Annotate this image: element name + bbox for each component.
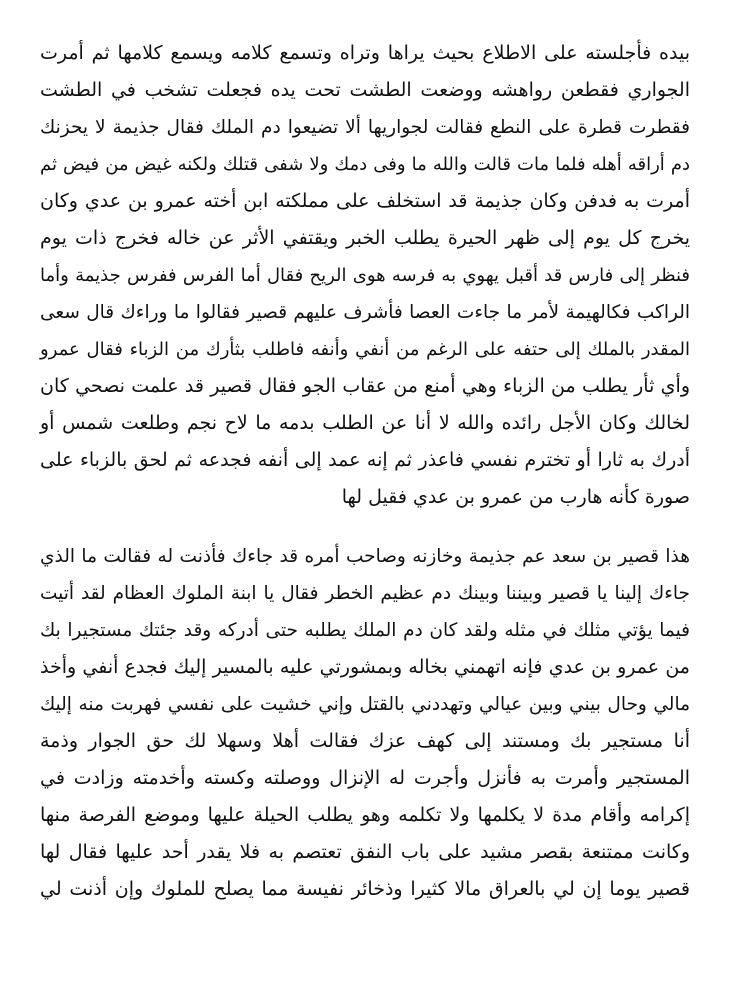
- text-line: لخالك وكان الأجل رائده والله لا أنا عن الطلب بدمه ما لاح نجم وطلعت شمس أو: [40, 412, 690, 434]
- paragraph-gap: [40, 516, 690, 538]
- text-line: يخرج كل يوم إلى ظهر الحيرة يطلب الخبر ويقتفي الأثر عن خاله فخرج ذات يوم: [40, 227, 690, 249]
- text-line: أدرك به ثارا أو تخترم نفسي فاعذر ثم إنه عمد إلى أنفه فجدعه ثم لحق بالزباء على: [40, 449, 690, 471]
- text-line: فنظر إلى فارس قد أقبل يهوي به فرسه هوى الريح فقال أما الفرس ففرس جذيمة وأما: [40, 265, 690, 286]
- text-line: من عمرو بن عدي فإنه اتهمني بخاله وبمشورتي عليه بالمسير إليك فجدع أنفي وأخذ: [40, 656, 690, 678]
- text-line: أمرت به فدفن وكان جذيمة قد استخلف على مملكته ابن أخته عمرو بن عدي وكان: [40, 190, 690, 212]
- text-line: دم أراقه أهله فلما مات قالت والله ما وفى دمك ولا شفى قتلك ولكنه غيض من فيض ثم: [40, 154, 690, 175]
- text-line: جاءك إلينا يا قصير وبيننا وبينك دم عظيم الخطر فقال يا ابنة الملوك العظام لقد أتيت: [40, 583, 690, 604]
- text-line: الجواري فقطعن رواهشه ووضعت الطشت تحت يده فجعلت تشخب في الطشت: [40, 79, 690, 101]
- paragraph-1: [40, 35, 690, 516]
- text-line: فيما يؤتي مثلك في مثله ولقد كان دم الملك يطلبه حتى أدركه وقد جئتك مستجيرا بك: [40, 620, 690, 641]
- text-line: هذا قصير بن سعد عم جذيمة وخازنه وصاحب أمره قد جاءك فأذنت له فقالت ما الذي: [40, 546, 690, 567]
- document-page: [40, 35, 690, 908]
- text-line: مالي وحال بيني وبين عيالي وتهددني بالقتل وإني خشيت على نفسي فهربت منه إليك: [40, 694, 690, 715]
- text-line: فقطرت قطرة على النطع فقالت لجواريها ألا تضيعوا دم الملك فقال جذيمة لا يحزنك: [40, 117, 690, 138]
- text-line: أنا مستجير بك ومستند إلى كهف عزك فقالت أهلا وسهلا لك حق الجوار وذمة: [40, 730, 690, 752]
- text-line: قصير يوما إن لي بالعراق مالا كثيرا وذخائر نفيسة مما يصلح للملوك وإن أذنت لي: [40, 878, 690, 900]
- text-line: المستجير وأمرت به فأنزل وأجرت له الإنزال ووصلته وكسته وأخدمته وزادت في: [40, 767, 690, 789]
- text-line: وكانت ممتنعة بقصر مشيد على باب النفق تعتصم به فلا يقدر أحد عليها فقال لها: [40, 841, 690, 863]
- text-line: إكرامه وأقام مدة لا يكلمها ولا تكلمه وهو يطلب الحيلة عليها وموضع الفرصة منها: [40, 804, 690, 826]
- paragraph-2: [40, 538, 690, 908]
- text-line: بيده فأجلسته على الاطلاع بحيث يراها وتراه وتسمع كلامه ويسمع كلامها ثم أمرت: [40, 42, 690, 64]
- text-line: المقدر بالملك إلى حتفه على الرغم من أنفي وأنفه فاطلب بثأرك من الزباء فقال عمرو: [40, 339, 690, 360]
- text-line: الراكب فكالهيمة لأمر ما جاءت العصا فأشرف عليهم قصير فقالوا ما وراءك قال سعى: [40, 302, 690, 323]
- text-line: صورة كأنه هارب من عمرو بن عدي فقيل لها: [341, 486, 690, 508]
- text-line: وأي ثأر يطلب من الزباء وهي أمنع من عقاب الجو فقال قصير قد علمت نصحي كان: [40, 375, 690, 397]
